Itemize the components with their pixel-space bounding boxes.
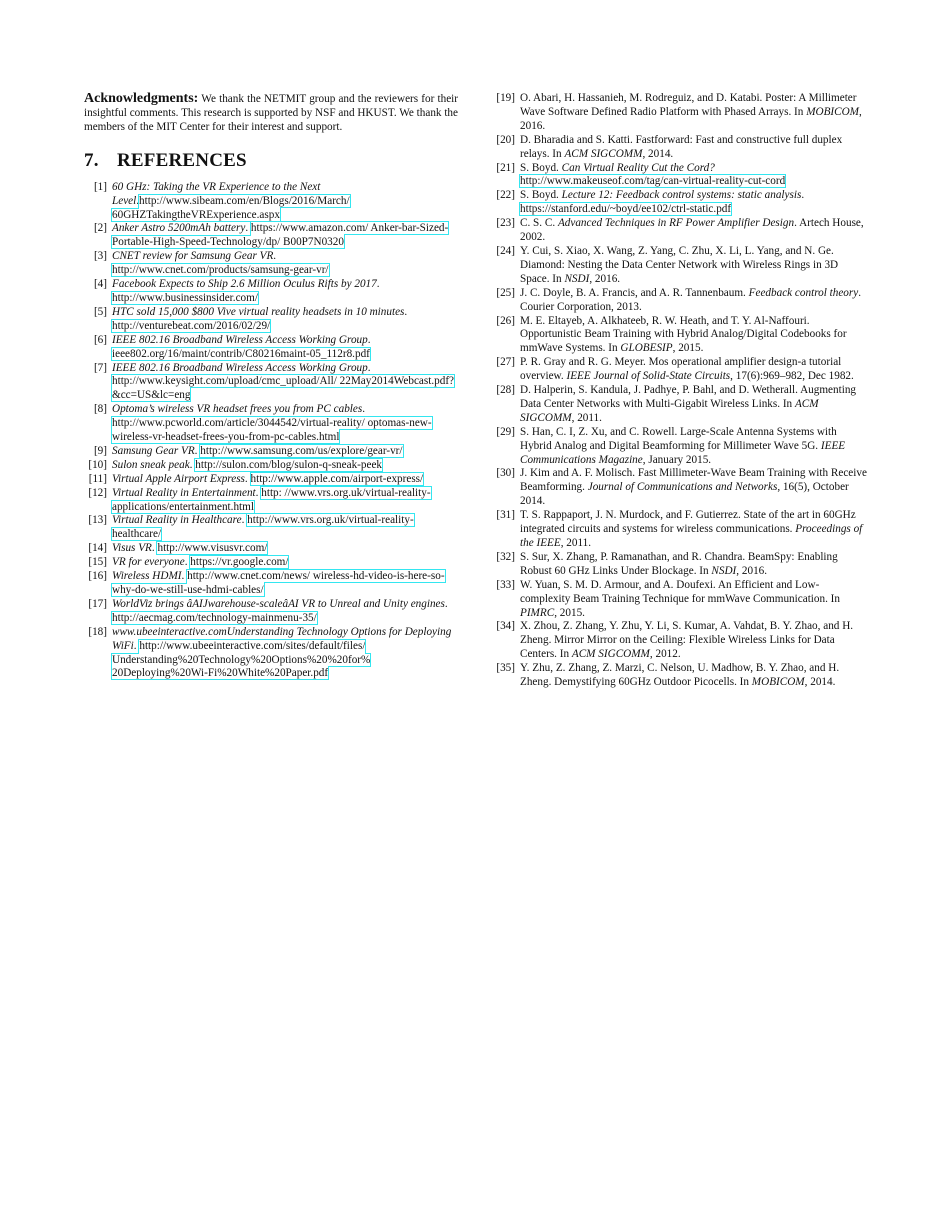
reference-title: Visus VR: [112, 542, 152, 555]
reference-item: [493, 551, 867, 579]
reference-link[interactable]: http://venturebeat.com/2016/02/29/: [112, 319, 271, 332]
reference-text: O. Abari, H. Hassanieh, M. Rodreguiz, and D. Katabi. Poster: A Millimeter Wave Software Defined Radio Platform with Phased Arrays. In: [520, 92, 857, 118]
reference-title: Can Virtual Reality Cut the Cord?: [561, 161, 715, 174]
reference-link[interactable]: http://sulon.com/blog/sulon-q-sneak-peek: [195, 458, 383, 471]
reference-title: Virtual Reality in Healthcare: [112, 514, 242, 527]
reference-body: [520, 467, 867, 509]
reference-text: .: [244, 472, 251, 485]
reference-item: [84, 626, 458, 682]
reference-number: [27]: [496, 356, 515, 369]
reference-number: [25]: [496, 286, 515, 299]
reference-number: [30]: [496, 467, 515, 480]
reference-link[interactable]: http://www.vrs.org.uk/virtual-reality-healthcare/: [112, 514, 414, 541]
reference-number: [14]: [88, 542, 107, 555]
reference-body: [520, 551, 867, 579]
reference-body: [112, 222, 458, 250]
reference-number: [8]: [93, 403, 107, 416]
reference-text: .: [367, 361, 371, 374]
reference-body: [112, 459, 458, 473]
reference-text: , 2016.: [520, 105, 862, 132]
reference-text: .: [189, 458, 196, 471]
reference-item: [84, 334, 458, 362]
reference-text: .: [151, 542, 158, 555]
reference-title: Feedback control theory: [748, 286, 859, 299]
reference-text: .: [136, 194, 140, 207]
acknowledgments: [84, 92, 458, 135]
reference-link[interactable]: http://www.sibeam.com/en/Blogs/2016/March/ 60GHZTakingtheVRExperience.aspx: [112, 194, 350, 221]
reference-text: , 2012.: [649, 648, 681, 661]
reference-text: , 2011.: [571, 411, 602, 424]
reference-item: [493, 620, 867, 662]
reference-body: [112, 403, 458, 445]
reference-body: [520, 92, 867, 134]
reference-item: [493, 245, 867, 287]
reference-title: NSDI: [564, 272, 590, 285]
reference-title: PIMRC: [520, 606, 555, 619]
reference-title: IEEE Journal of Solid-State Circuits: [566, 370, 731, 383]
reference-title: Sulon sneak peak: [112, 458, 190, 471]
reference-title: Virtual Reality in Entertainment: [112, 486, 256, 499]
reference-text: J. C. Doyle, B. A. Francis, and A. R. Tannenbaum.: [520, 286, 749, 299]
left-column: [84, 92, 458, 681]
reference-number: [32]: [496, 550, 515, 563]
reference-title: VR for everyone: [112, 556, 185, 569]
reference-body: [112, 570, 458, 598]
reference-title: MOBICOM: [751, 676, 805, 689]
reference-number: [24]: [496, 244, 515, 257]
reference-link[interactable]: http://www.cnet.com/products/samsung-gear-vr/: [112, 264, 329, 277]
reference-body: [520, 620, 867, 662]
reference-text: .: [181, 570, 188, 583]
reference-title: GLOBESIP: [620, 342, 673, 355]
reference-item: [493, 467, 867, 509]
reference-text: D. Bharadia and S. Katti. Fastforward: Fast and constructive full duplex relays. In: [520, 133, 843, 160]
reference-title: ACM SIGCOMM: [520, 397, 819, 424]
reference-item: [84, 181, 458, 223]
reference-number: [35]: [496, 662, 515, 675]
reference-title: MOBICOM: [806, 105, 860, 118]
reference-number: [34]: [496, 620, 515, 633]
reference-link[interactable]: http: //www.vrs.org.uk/virtual-reality-applications/entertainment.html: [112, 486, 431, 513]
reference-text: , 17(6):969–982, Dec 1982.: [730, 370, 854, 383]
reference-item: [84, 278, 458, 306]
reference-text: , 2014.: [804, 676, 836, 689]
reference-text: .: [184, 556, 191, 569]
reference-item: [493, 92, 867, 134]
reference-link[interactable]: http://www.makeuseof.com/tag/can-virtual-reality-cut-cord: [520, 175, 786, 188]
reference-text: , 2016.: [589, 272, 621, 285]
reference-number: [5]: [93, 305, 107, 318]
reference-title: IEEE Communications Magazine: [520, 439, 846, 466]
reference-body: [520, 356, 867, 384]
reference-item: [493, 287, 867, 315]
reference-text: X. Zhou, Z. Zhang, Y. Zhu, Y. Li, S. Kumar, A. Vahdat, B. Y. Zhao, and H. Zheng. Mirror Mirror on the Ceiling: Flexible Wireless Links for Data Centers. In: [520, 620, 854, 661]
reference-title: www.ubeeinteractive.comUnderstanding Technology Options for Deploying WiFi: [112, 625, 452, 652]
reference-number: [6]: [93, 333, 107, 346]
reference-body: [520, 287, 867, 315]
reference-number: [26]: [496, 314, 515, 327]
reference-title: Anker Astro 5200mAh battery: [112, 222, 246, 235]
reference-body: [112, 181, 458, 223]
reference-text: .: [376, 278, 380, 291]
reference-body: [112, 626, 458, 682]
reference-item: [84, 306, 458, 334]
reference-title: Wireless HDMI: [112, 570, 182, 583]
reference-title: IEEE 802.16 Broadband Wireless Access Working Group: [112, 333, 368, 346]
reference-body: [520, 189, 867, 217]
reference-number: [19]: [496, 92, 515, 104]
reference-text: Y. Cui, S. Xiao, X. Wang, Z. Yang, C. Zhu, X. Li, L. Yang, and N. Ge. Diamond: Nesting the Data Center Network with Wireless Rings in 3D Space. In: [520, 244, 839, 285]
reference-text: .: [194, 444, 201, 457]
reference-list-right: [493, 92, 867, 690]
reference-item: [493, 426, 867, 468]
section-heading: [84, 150, 458, 172]
reference-text: .: [255, 486, 262, 499]
reference-body: [112, 598, 458, 626]
reference-number: [18]: [88, 625, 107, 638]
reference-body: [112, 306, 458, 334]
reference-body: [112, 487, 458, 515]
reference-item: [493, 662, 867, 690]
reference-text: .: [245, 222, 251, 235]
reference-title: Facebook Expects to Ship 2.6 Million Oculus Rifts by 2017: [112, 278, 377, 291]
reference-item: [84, 459, 458, 473]
reference-text: S. Boyd.: [520, 161, 562, 174]
reference-link[interactable]: https://stanford.edu/~boyd/ee102/ctrl-static.pdf: [520, 203, 732, 216]
reference-link[interactable]: ieee802.org/16/maint/contrib/C80216maint-05_112r8.pdf: [112, 347, 370, 360]
reference-link[interactable]: http://www.ubeeinteractive.com/sites/default/files/ Understanding%20Technology%20Options%20%20for% 20Deploying%20Wi-Fi%20White%20Paper.pdf: [112, 639, 371, 680]
reference-link[interactable]: http://www.visusvr.com/: [157, 542, 268, 555]
reference-number: [31]: [496, 509, 515, 522]
reference-body: [112, 278, 458, 306]
reference-text: .: [133, 639, 140, 652]
reference-number: [23]: [496, 217, 515, 230]
reference-title: Samsung Gear VR: [112, 444, 195, 457]
reference-body: [520, 662, 867, 690]
reference-title: Lecture 12: Feedback control systems: static analysis: [561, 189, 802, 202]
reference-title: Optoma’s wireless VR headset frees you from PC cables: [112, 403, 363, 416]
reference-item: [84, 362, 458, 404]
reference-item: [84, 514, 458, 542]
reference-text: S. Boyd.: [520, 189, 562, 202]
reference-body: [520, 509, 867, 551]
reference-title: Virtual Apple Airport Express: [112, 472, 245, 485]
reference-body: [112, 334, 458, 362]
reference-text: . Artech House, 2002.: [520, 217, 864, 244]
reference-body: [112, 514, 458, 542]
reference-text: .: [801, 189, 805, 202]
reference-text: D. Halperin, S. Kandula, J. Padhye, P. Bahl, and D. Wetherall. Augmenting Data Center Networks with Multi-Gigabit Wireless Links. In: [520, 384, 857, 410]
reference-title: NSDI: [711, 564, 737, 577]
reference-number: [28]: [496, 384, 515, 397]
reference-body: [520, 579, 867, 621]
acknowledgments-text: We thank the NETMIT group and the reviewers for their insightful comments. This research is supported by NSF and HKUST. We thank the members of the MIT Center for their interest and support.: [84, 93, 458, 133]
reference-text: C. S. C.: [520, 217, 558, 230]
reference-number: [16]: [88, 570, 107, 583]
reference-body: [520, 217, 867, 245]
right-column: [493, 92, 867, 690]
reference-text: S. Han, C. I, Z. Xu, and C. Rowell. Large-Scale Antenna Systems with Hybrid Analog and Digital Beamforming for Millimeter Wave 5G.: [520, 425, 837, 452]
reference-body: [112, 362, 458, 404]
reference-link[interactable]: http://www.apple.com/airport-express/: [250, 472, 424, 485]
reference-title: Advanced Techniques in RF Power Amplifier Design: [557, 217, 795, 230]
reference-number: [22]: [496, 189, 515, 202]
reference-item: [84, 473, 458, 487]
reference-number: [29]: [496, 425, 515, 438]
reference-number: [21]: [496, 161, 515, 174]
reference-text: , 2015.: [554, 606, 585, 619]
reference-text: , 2011.: [560, 537, 592, 549]
reference-number: [1]: [93, 180, 107, 193]
reference-text: M. E. Eltayeb, A. Alkhateeb, R. W. Heath, and T. Y. Al-Naffouri. Opportunistic Beam Training with Hybrid Analog/Digital Codebooks for mmWave Systems. In: [520, 314, 847, 355]
reference-body: [112, 445, 458, 459]
reference-link[interactable]: http://www.samsung.com/us/explore/gear-vr/: [200, 444, 403, 457]
reference-item: [493, 217, 867, 245]
reference-item: [493, 356, 867, 384]
reference-item: [84, 403, 458, 445]
reference-item: [493, 134, 867, 162]
reference-title: Proceedings of the IEEE: [520, 523, 863, 549]
reference-item: [84, 487, 458, 515]
reference-number: [4]: [93, 278, 107, 291]
reference-item: [493, 509, 867, 551]
reference-body: [520, 162, 867, 190]
reference-title: Journal of Communications and Networks: [587, 481, 778, 494]
reference-body: [520, 384, 867, 426]
reference-text: , January 2015.: [642, 453, 712, 466]
reference-body: [112, 542, 458, 556]
reference-text: J. Kim and A. F. Molisch. Fast Millimeter-Wave Beam Training with Receive Beamforming.: [520, 467, 867, 494]
reference-text: , 2014.: [642, 147, 674, 160]
reference-text: .: [404, 305, 408, 318]
reference-number: [12]: [88, 486, 107, 499]
section-title: REFERENCES: [117, 149, 247, 171]
reference-text: P. R. Gray and R. G. Meyer. Mos operational amplifier design-a tutorial overview.: [520, 356, 842, 383]
reference-title: ACM SIGCOMM: [571, 648, 650, 661]
reference-list-left: [84, 181, 458, 682]
reference-body: [112, 473, 458, 487]
reference-item: [493, 315, 867, 357]
reference-body: [112, 250, 458, 278]
reference-title: CNET review for Samsung Gear VR: [112, 250, 274, 263]
reference-title: IEEE 802.16 Broadband Wireless Access Working Group: [112, 361, 368, 374]
section-number: 7.: [84, 149, 99, 171]
reference-text: .: [241, 514, 248, 527]
reference-text: .: [362, 403, 366, 416]
reference-text: S. Sur, X. Zhang, P. Ramanathan, and R. Chandra. BeamSpy: Enabling Robust 60 GHz Links Under Blockage. In: [520, 550, 838, 577]
reference-item: [493, 189, 867, 217]
reference-number: [9]: [93, 444, 107, 457]
reference-number: [10]: [88, 458, 107, 471]
reference-body: [520, 245, 867, 287]
reference-link[interactable]: http://www.businessinsider.com/: [112, 291, 258, 304]
reference-text: . Courier Corporation, 2013.: [520, 286, 862, 313]
reference-number: [20]: [496, 133, 515, 146]
reference-number: [17]: [88, 597, 107, 610]
reference-title: WorldViz brings âAIJwarehouse-scaleâAI VR to Unreal and Unity engines: [112, 597, 445, 610]
reference-number: [33]: [496, 578, 515, 591]
reference-text: .: [273, 250, 277, 263]
reference-text: , 16(5), October 2014.: [520, 481, 849, 508]
reference-text: , 2015.: [672, 342, 704, 355]
reference-link[interactable]: https://www.amazon.com/ Anker-bar-Sized-Portable-High-Speed-Technology/dp/ B00P7N0320: [112, 222, 449, 249]
acknowledgments-heading: Acknowledgments:: [84, 91, 199, 106]
reference-text: .: [444, 597, 448, 610]
reference-item: [84, 570, 458, 598]
reference-text: , 2016.: [736, 564, 768, 577]
reference-link[interactable]: http://aecmag.com/technology-mainmenu-35/: [112, 611, 317, 624]
reference-item: [493, 384, 867, 426]
reference-link[interactable]: http://www.keysight.com/upload/cmc_upload/All/ 22May2014Webcast.pdf?&cc=US&lc=eng: [112, 375, 455, 402]
reference-text: .: [367, 333, 371, 346]
reference-body: [520, 426, 867, 468]
reference-number: [13]: [88, 514, 107, 527]
reference-text: Y. Zhu, Z. Zhang, Z. Marzi, C. Nelson, U. Madhow, B. Y. Zhao, and H. Zheng. Demystifying 60GHz Outdoor Picocells. In: [520, 662, 840, 689]
reference-title: ACM SIGCOMM: [564, 147, 643, 160]
reference-body: [112, 556, 458, 570]
reference-item: [84, 598, 458, 626]
reference-link[interactable]: http://www.pcworld.com/article/3044542/virtual-reality/ optomas-new-wireless-vr-headset-frees-you-from-pc-cables.html: [112, 417, 432, 444]
reference-link[interactable]: http://www.cnet.com/news/ wireless-hd-video-is-here-so-why-do-we-still-use-hdmi-cables/: [112, 570, 445, 596]
reference-title: 60 GHz: Taking the VR Experience to the Next Level: [112, 180, 321, 207]
reference-item: [493, 162, 867, 190]
reference-number: [3]: [93, 250, 107, 263]
reference-number: [2]: [93, 222, 107, 235]
reference-number: [7]: [93, 361, 107, 374]
reference-item: [84, 542, 458, 556]
reference-body: [520, 315, 867, 357]
reference-item: [84, 556, 458, 570]
reference-item: [84, 222, 458, 250]
reference-link[interactable]: https://vr.google.com/: [190, 556, 289, 569]
reference-title: HTC sold 15,000 $800 Vive virtual reality headsets in 10 minutes: [112, 305, 405, 318]
reference-text: W. Yuan, S. M. D. Armour, and A. Doufexi. An Efficient and Low-complexity Beam Training Technique for mmWave Communication. In: [520, 578, 841, 605]
reference-item: [493, 579, 867, 621]
reference-item: [84, 445, 458, 459]
reference-item: [84, 250, 458, 278]
reference-number: [11]: [88, 472, 107, 485]
reference-text: T. S. Rappaport, J. N. Murdock, and F. Gutierrez. State of the art in 60GHz integrated circuits and systems for wireless communications.: [520, 509, 856, 536]
reference-body: [520, 134, 867, 162]
reference-number: [15]: [88, 556, 107, 569]
